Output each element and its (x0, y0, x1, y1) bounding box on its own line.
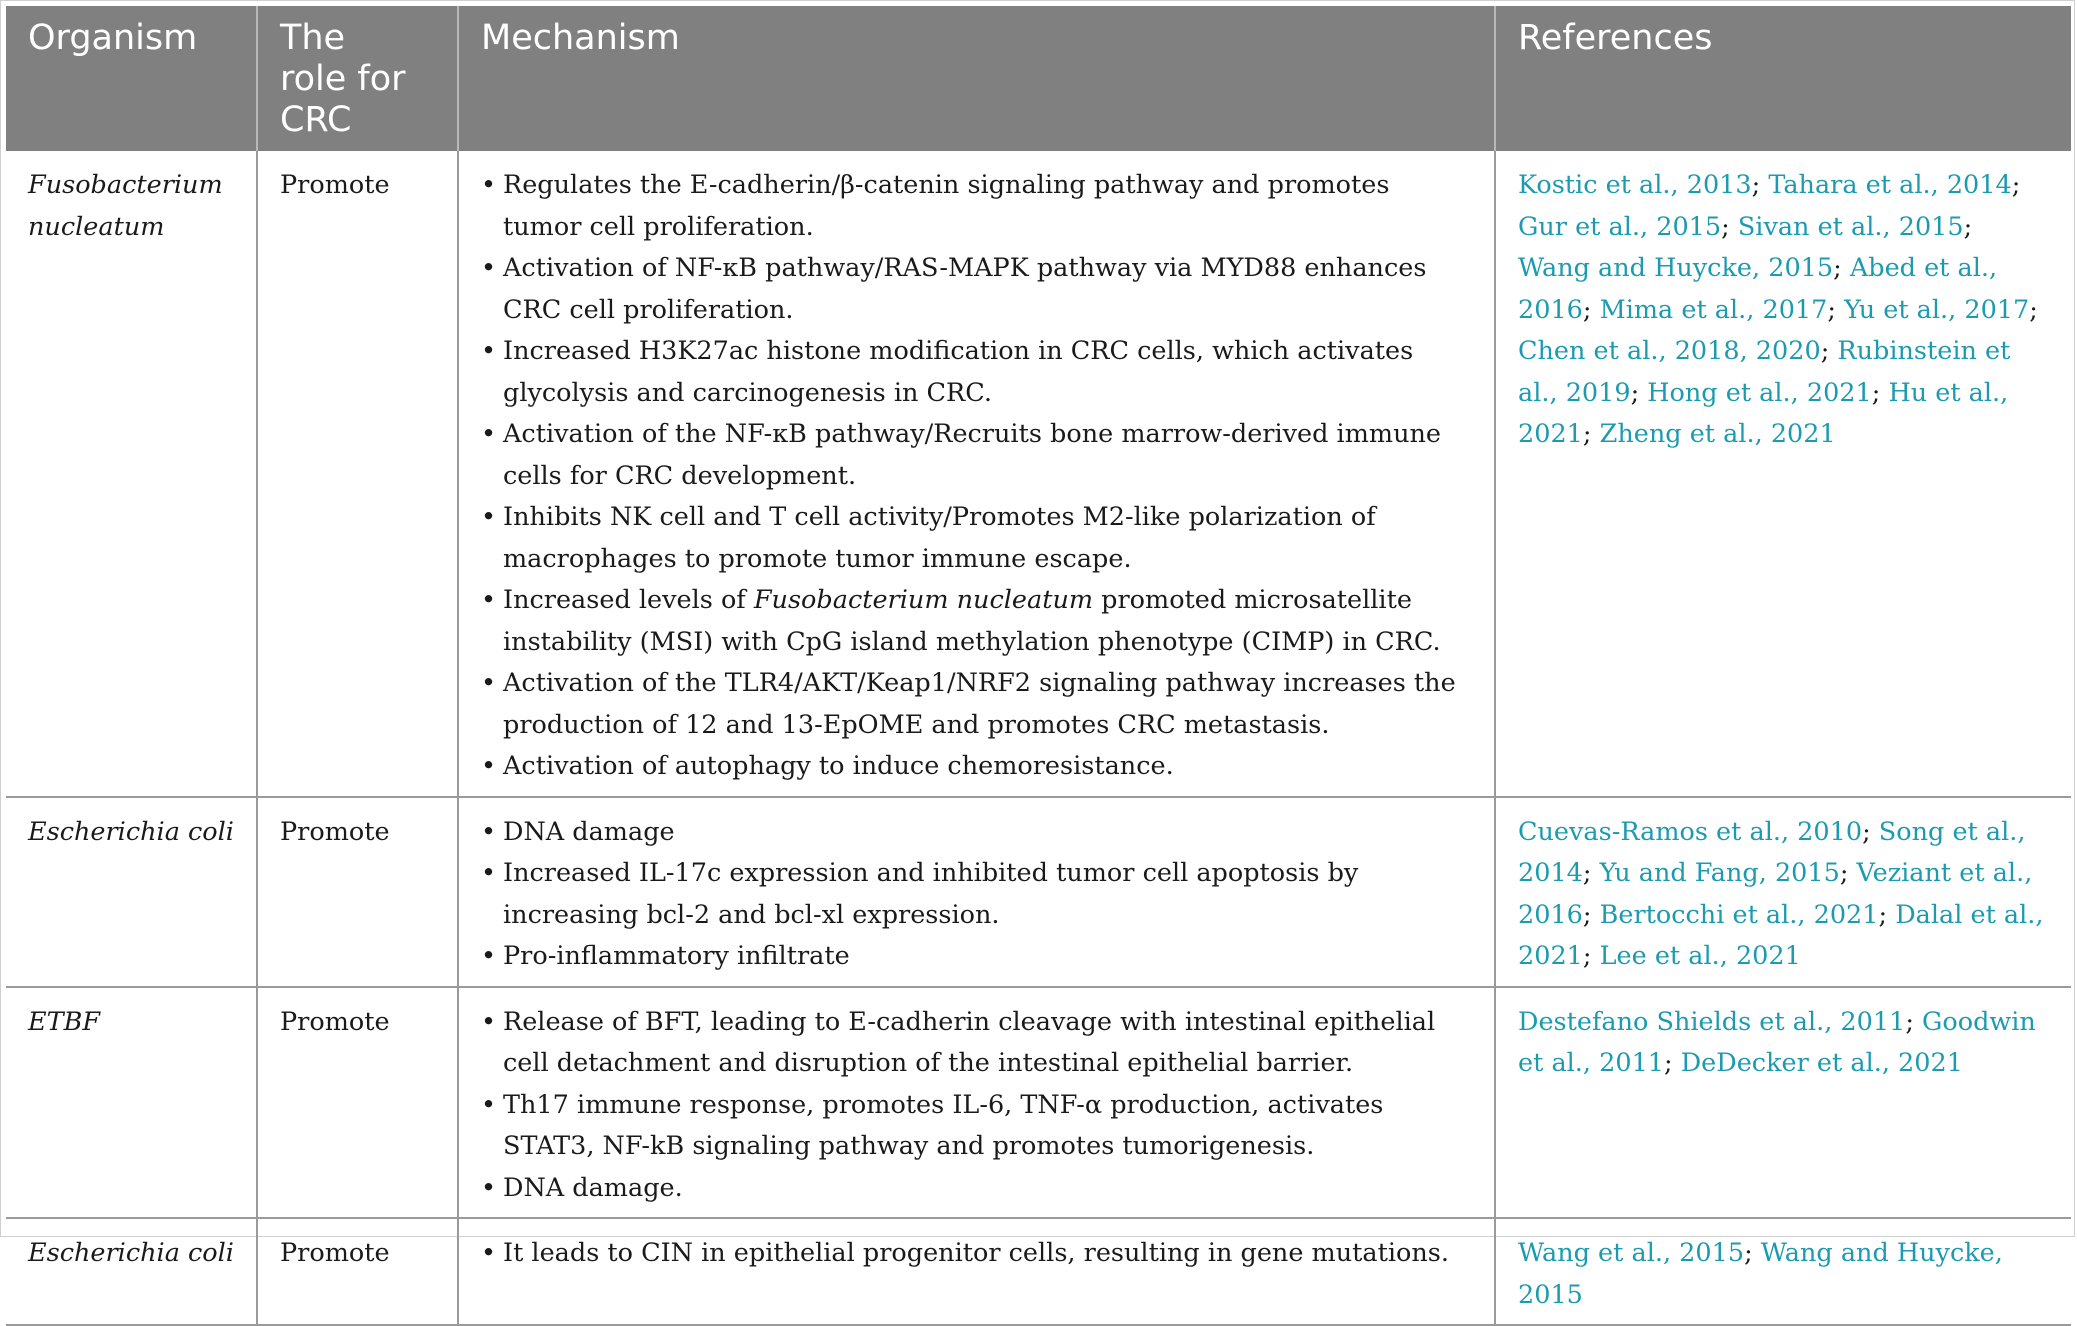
mechanism-text: DNA damage. (503, 1172, 683, 1203)
mechanism-text: Regulates the E-cadherin/β-catenin signaling pathway and promotes tumor cell proliferation. (503, 170, 1390, 242)
mechanism-item (481, 497, 1472, 580)
reference-year: 2015 (1774, 858, 1840, 888)
reference-authors: Abed et al., (1849, 253, 1998, 283)
mechanism-item (481, 812, 1472, 854)
reference-separator: ; (1582, 858, 1600, 888)
mechanism-text: Release of BFT, leading to E-cadherin cleavage with intestinal epithelial cell detachment and disruption of the intestinal epithelial barrier. (503, 1006, 1436, 1078)
reference-authors: Rubinstein et al., (1518, 336, 2011, 408)
reference-authors: DeDecker et al., (1680, 1048, 1899, 1078)
reference-year: 2017 (1762, 294, 1828, 325)
reference-authors: Hong et al., (1647, 377, 1807, 408)
role-cell: Promote (257, 1218, 458, 1325)
mechanism-item (481, 414, 1472, 497)
mechanism-text: Activation of the TLR4/AKT/Keap1/NRF2 signaling pathway increases the production of 12 and 13-EpOME and promotes CRC metastasis. (503, 668, 1456, 740)
header-references: References (1495, 6, 2071, 151)
reference-link[interactable] (1844, 295, 2029, 325)
reference-year: 2014 (1946, 170, 2012, 200)
reference-year: 2013 (1686, 170, 1752, 200)
mechanism-text: Increased IL-17c expression and inhibited tumor cell apoptosis by increasing bcl-2 and bcl-xl expression. (503, 858, 1359, 930)
mechanism-item (481, 165, 1472, 248)
reference-link[interactable] (1518, 212, 1721, 242)
mechanism-text: Increased levels of (503, 585, 754, 615)
reference-separator: ; (1582, 294, 1600, 325)
reference-separator: ; (1871, 377, 1889, 408)
bullet-icon: • (481, 668, 497, 698)
header-organism: Organism (6, 6, 257, 151)
reference-separator: ; (2011, 170, 2021, 200)
reference-separator: ; (1905, 1006, 1923, 1037)
table-row (6, 151, 2071, 797)
reference-link[interactable] (1600, 858, 1840, 888)
reference-year: 2021 (1518, 941, 1583, 971)
organism-cell: Fusobacterium nucleatum (6, 151, 257, 797)
reference-link[interactable] (1518, 817, 1862, 847)
reference-separator: ; (1664, 1048, 1681, 1078)
mechanism-italic-text: Fusobacterium nucleatum (753, 585, 1094, 615)
reference-separator: ; (1721, 211, 1738, 242)
bullet-icon: • (481, 253, 497, 283)
reference-link[interactable] (1600, 900, 1879, 930)
reference-year: 2021 (1813, 899, 1879, 930)
reference-year: 2019 (1565, 377, 1631, 408)
reference-separator: ; (1833, 253, 1850, 283)
reference-separator: ; (1862, 816, 1879, 847)
bullet-icon: • (481, 816, 497, 847)
reference-link[interactable] (1600, 295, 1828, 325)
bullet-icon: • (481, 170, 497, 200)
reference-authors: Destefano Shields et al., (1518, 1006, 1841, 1037)
reference-authors: Zheng et al., (1599, 419, 1771, 449)
reference-link[interactable] (1600, 941, 1801, 971)
reference-authors: Bertocchi et al., (1599, 899, 1814, 930)
reference-year: 2015 (1518, 1279, 1583, 1310)
mechanism-text: Th17 immune response, promotes IL-6, TNF-α production, activates STAT3, NF-kB signaling pathway and promotes tumorigenesis. (503, 1089, 1384, 1161)
reference-link[interactable] (1518, 1007, 1905, 1037)
mechanism-item (481, 580, 1472, 663)
role-cell: Promote (257, 797, 458, 987)
reference-authors: Dalal et al., (1895, 899, 2044, 930)
table-row (6, 1218, 2071, 1325)
reference-authors: Mima et al., (1599, 294, 1763, 325)
mechanism-text: Inhibits NK cell and T cell activity/Promotes M2-like polarization of macrophages to promote tumor immune escape. (503, 502, 1376, 574)
bullet-icon: • (481, 1006, 497, 1037)
reference-separator: ; (2029, 294, 2038, 325)
reference-link[interactable] (1600, 419, 1836, 449)
reference-authors: Chen et al., (1518, 336, 1675, 366)
mechanism-item (481, 1168, 1472, 1210)
mechanism-item (481, 1233, 1472, 1275)
mechanism-cell (458, 797, 1495, 987)
bullet-icon: • (481, 502, 497, 532)
organism-cell: Escherichia coli (6, 1218, 257, 1325)
reference-link[interactable] (1738, 212, 1964, 242)
reference-year: 2015 (1768, 253, 1834, 283)
reference-authors: Veziant et al., (1856, 858, 2033, 888)
mechanism-text: promoted microsatellite instability (MSI) with CpG island methylation phenotype (CIMP) in CRC. (503, 585, 1441, 657)
organism-crc-table (6, 6, 2071, 1326)
references-cell (1495, 151, 2071, 797)
reference-year: 2017 (1964, 294, 2030, 325)
reference-authors: Kostic et al., (1518, 170, 1687, 200)
reference-authors: Wang and Huycke, (1518, 253, 1769, 283)
reference-link[interactable] (1518, 170, 1752, 200)
mechanism-list (481, 1233, 1472, 1275)
bullet-icon: • (481, 1089, 497, 1120)
reference-separator: ; (1582, 899, 1600, 930)
bullet-icon: • (481, 1172, 497, 1203)
organism-cell: ETBF (6, 987, 257, 1219)
reference-year: 2015 (1656, 211, 1722, 242)
mechanism-list (481, 812, 1472, 978)
reference-authors: Yu and Fang, (1599, 858, 1775, 888)
mechanism-item (481, 331, 1472, 414)
reference-authors: Goodwin et al., (1518, 1006, 2036, 1078)
role-cell: Promote (257, 987, 458, 1219)
reference-authors: Wang and Huycke, (1760, 1238, 2003, 1268)
mechanism-item (481, 248, 1472, 331)
reference-year: 2011 (1840, 1006, 1906, 1037)
reference-year: 2018, 2020 (1674, 336, 1821, 366)
table-body (6, 151, 2071, 1325)
mechanism-item (481, 663, 1472, 746)
mechanism-text: It leads to CIN in epithelial progenitor cells, resulting in gene mutations. (503, 1238, 1449, 1268)
reference-authors: Tahara et al., (1768, 170, 1947, 200)
reference-link[interactable] (1647, 378, 1871, 408)
bullet-icon: • (481, 941, 497, 971)
reference-separator: ; (1963, 211, 1973, 242)
reference-link[interactable] (1518, 1238, 1744, 1268)
bullet-icon: • (481, 858, 497, 888)
mechanism-list (481, 165, 1472, 788)
reference-year: 2015 (1679, 1238, 1745, 1268)
references-cell (1495, 1218, 2071, 1325)
reference-link[interactable] (1768, 170, 2011, 200)
mechanism-text: DNA damage (503, 816, 675, 847)
reference-year: 2016 (1518, 294, 1583, 325)
bullet-icon: • (481, 1238, 497, 1268)
mechanism-text: Activation of NF-κB pathway/RAS-MAPK pathway via MYD88 enhances CRC cell proliferation. (503, 253, 1427, 325)
mechanism-item (481, 936, 1472, 978)
reference-authors: Hu et al., (1888, 377, 2009, 408)
bullet-icon: • (481, 336, 497, 366)
reference-authors: Yu et al., (1844, 294, 1965, 325)
mechanism-cell (458, 151, 1495, 797)
table-row (6, 797, 2071, 987)
mechanism-text: Activation of the NF-κB pathway/Recruits bone marrow-derived immune cells for CRC development. (503, 419, 1442, 491)
header-role-for-crc: The role for CRC (257, 6, 458, 151)
role-cell: Promote (257, 151, 458, 797)
reference-year: 2010 (1797, 816, 1863, 847)
mechanism-item (481, 1002, 1472, 1085)
organism-cell: Escherichia coli (6, 797, 257, 987)
reference-year: 2021 (1770, 419, 1836, 449)
mechanism-cell (458, 1218, 1495, 1325)
reference-authors: Gur et al., (1518, 211, 1657, 242)
header-mechanism: Mechanism (458, 6, 1495, 151)
mechanism-item (481, 853, 1472, 936)
mechanism-item (481, 1085, 1472, 1168)
reference-link[interactable] (1681, 1048, 1963, 1078)
reference-authors: Cuevas-Ramos et al., (1518, 816, 1798, 847)
reference-separator: ; (1839, 858, 1857, 888)
mechanism-item (481, 746, 1472, 788)
reference-year: 2015 (1898, 211, 1964, 242)
bullet-icon: • (481, 751, 497, 781)
mechanism-text: Activation of autophagy to induce chemoresistance. (503, 751, 1174, 781)
reference-link[interactable] (1518, 336, 1821, 366)
reference-authors: Song et al., (1878, 816, 2026, 847)
reference-year: 2021 (1806, 377, 1872, 408)
reference-year: 2014 (1518, 858, 1583, 888)
reference-separator: ; (1582, 419, 1600, 449)
bullet-icon: • (481, 585, 497, 615)
mechanism-cell (458, 987, 1495, 1219)
references-cell (1495, 797, 2071, 987)
reference-authors: Sivan et al., (1737, 211, 1899, 242)
reference-separator: ; (1744, 1238, 1761, 1268)
table-header (6, 6, 2071, 151)
reference-separator: ; (1630, 377, 1648, 408)
mechanism-list (481, 1002, 1472, 1210)
mechanism-text: Pro-inflammatory infiltrate (503, 941, 850, 971)
reference-link[interactable] (1518, 253, 1833, 283)
reference-authors: Wang et al., (1518, 1238, 1680, 1268)
references-cell (1495, 987, 2071, 1219)
table-row (6, 987, 2071, 1219)
reference-separator: ; (1751, 170, 1769, 200)
reference-separator: ; (1582, 941, 1600, 971)
reference-authors: Lee et al., (1599, 941, 1736, 971)
reference-year: 2016 (1518, 899, 1583, 930)
reference-year: 2021 (1898, 1048, 1963, 1078)
reference-year: 2021 (1518, 419, 1583, 449)
header-row (6, 6, 2071, 151)
bullet-icon: • (481, 419, 497, 449)
mechanism-text: Increased H3K27ac histone modification in CRC cells, which activates glycolysis and carcinogenesis in CRC. (503, 336, 1414, 408)
reference-separator: ; (1878, 899, 1896, 930)
reference-separator: ; (1827, 294, 1845, 325)
reference-year: 2021 (1735, 941, 1801, 971)
reference-year: 2011 (1599, 1048, 1665, 1078)
reference-separator: ; (1820, 336, 1838, 366)
